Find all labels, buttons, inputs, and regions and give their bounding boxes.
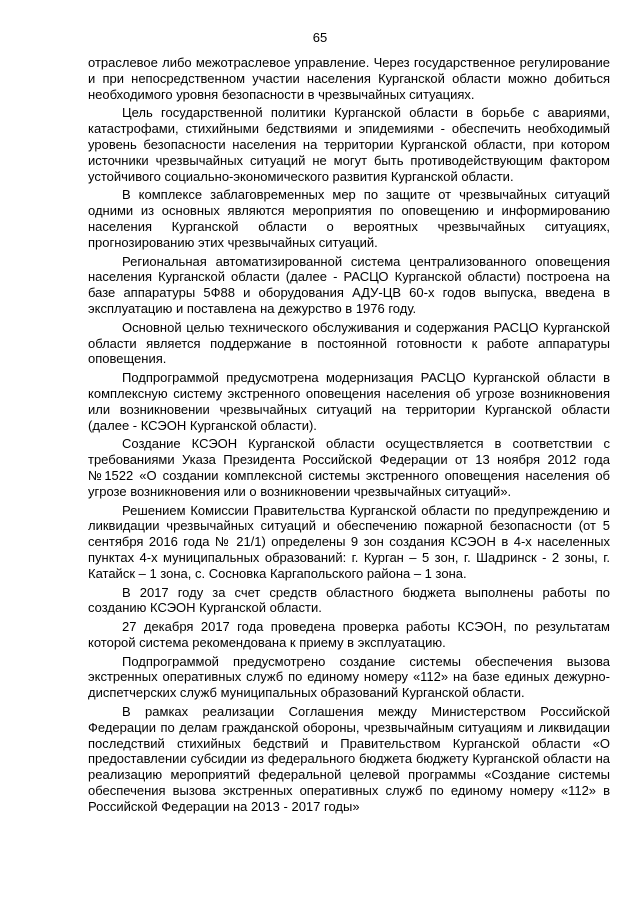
paragraph-modernization: Подпрограммой предусмотрена модернизация РАСЦО Курганской области в комплексную систему экстренного оповещения населения об угрозе возникновения или возникновении чрезвычайных ситуаций на территории Курганской области (далее - КСЭОН Курганской области).: [88, 370, 610, 433]
paragraph-agreement: В рамках реализации Соглашения между Министерством Российской Федерации по делам гражданской обороны, чрезвычайным ситуациям и ликвидации последствий стихийных бедствий и Правительством Курганской области «О предоставлении субсидии из федерального бюджета бюджету Курганской области на реализацию мероприятий федеральной целевой программы «Создание системы обеспечения вызова экстренных оперативных служб по единому номеру «112» в Российской Федерации на 2013 - 2017 годы»: [88, 704, 610, 814]
paragraph-warning-measures: В комплексе заблаговременных мер по защите от чрезвычайных ситуаций одними из основных являются мероприятия по оповещению и информированию населения Курганской области о вероятных чрезвычайных ситуациях, прогнозированию этих чрезвычайных ситуаций.: [88, 187, 610, 250]
paragraph-commission-decision: Решением Комиссии Правительства Курганской области по предупреждению и ликвидации чрезвычайных ситуаций и обеспечению пожарной безопасности (от 5 сентября 2016 года № 21/1) определены 9 зон создания КСЭОН в 4-х населенных пунктах 4-х муниципальных образований: г. Курган – 5 зон, г. Шадринск - 2 зоны, г. Катайск – 1 зона, с. Сосновка Каргапольского района – 1 зона.: [88, 502, 610, 581]
paragraph-rasco-system: Региональная автоматизированной система централизованного оповещения населения Курганской области (далее - РАСЦО Курганской области) построена на базе аппаратуры 5Ф88 и оборудования АДУ-ЦВ 60-х годов выпуска, введена в эксплуатацию и поставлена на дежурство в 1976 году.: [88, 253, 610, 316]
paragraph-2017-works: В 2017 году за счет средств областного бюджета выполнены работы по созданию КСЭОН Курганской области.: [88, 584, 610, 616]
paragraph-continuation: отраслевое либо межотраслевое управление. Через государственное регулирование и при непосредственном участии населения Курганской области можно добиться необходимого уровня безопасности в чрезвычайных ситуациях.: [88, 55, 610, 102]
paragraph-kseon-creation: Создание КСЭОН Курганской области осуществляется в соответствии с требованиями Указа Президента Российской Федерации от 13 ноября 2012 года №1522 «О создании комплексной системы экстренного оповещения населения об угрозе возникновения или о возникновении чрезвычайных ситуаций».: [88, 436, 610, 499]
document-body: [88, 55, 610, 818]
paragraph-maintenance-goal: Основной целью технического обслуживания и содержания РАСЦО Курганской области является поддержание в постоянной готовности к работе аппаратуры оповещения.: [88, 319, 610, 367]
paragraph-112-system: Подпрограммой предусмотрено создание системы обеспечения вызова экстренных оперативных служб по единому номеру «112» на базе единых дежурно-диспетчерских служб муниципальных образований Курганской области.: [88, 653, 610, 701]
paragraph-inspection: 27 декабря 2017 года проведена проверка работы КСЭОН, по результатам которой система рекомендована к приему в эксплуатацию.: [88, 619, 610, 650]
page-number: 65: [312, 30, 328, 45]
paragraph-policy-goal: Цель государственной политики Курганской области в борьбе с авариями, катастрофами, стихийными бедствиями и эпидемиями - обеспечить необходимый уровень безопасности населения на территории Курганской области, при котором источники чрезвычайных ситуаций не могут быть противодействующим фактором устойчивого социально-экономического развития Курганской области.: [88, 105, 610, 184]
